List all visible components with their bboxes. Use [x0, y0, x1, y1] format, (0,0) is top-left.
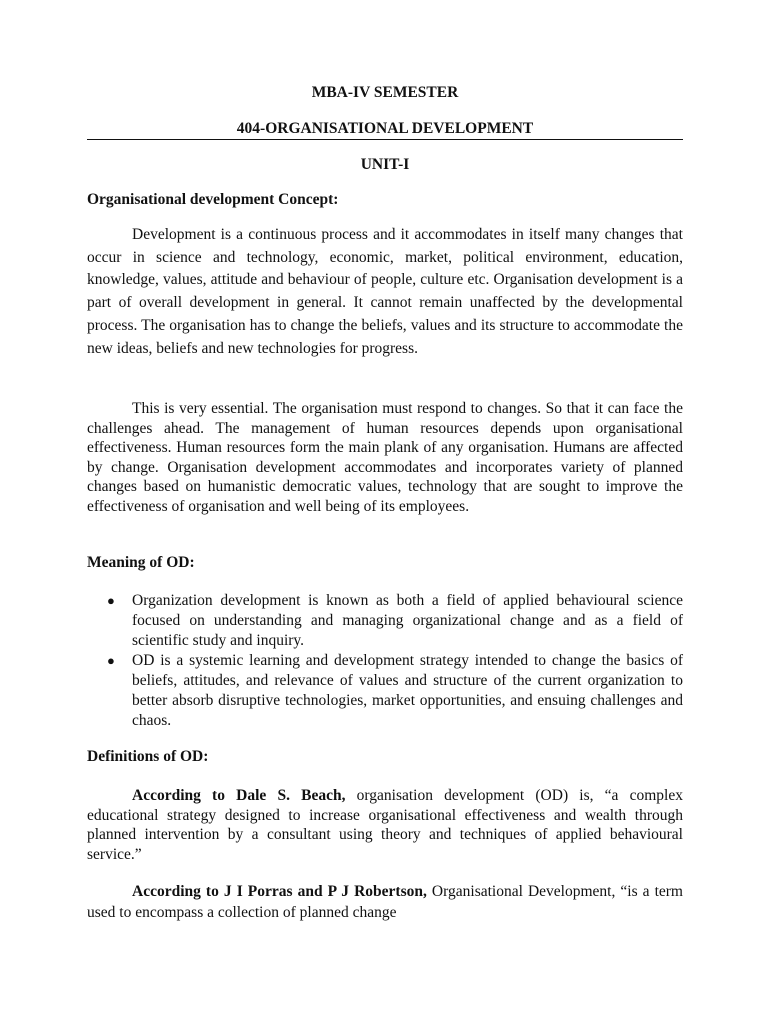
list-item	[87, 591, 683, 651]
bullet-icon: ●	[107, 593, 115, 608]
definition-text-beach: organisation development (OD) is, “a complex educational strategy designed to increase organisational effectiveness and wealth through planned intervention by a consultant using theory and techniques of applied behavioural service.”	[87, 787, 683, 863]
bullet-icon: ●	[107, 653, 115, 668]
concept-paragraph-1: Development is a continuous process and it accommodates in itself many changes that occur in science and technology, economic, market, political environment, education, knowledge, values, attitude and behaviour of people, culture etc. Organisation development is a part of overall development in general. It cannot remain unaffected by the developmental process. The organisation has to change the beliefs, values and its structure to accommodate the new ideas, beliefs and new technologies for progress.	[87, 226, 683, 357]
meaning-bullet-list	[87, 591, 683, 731]
meaning-heading: Meaning of OD:	[87, 554, 195, 571]
definition-beach	[87, 786, 683, 864]
semester-title: MBA-IV SEMESTER	[311, 84, 459, 101]
bullet-text: Organization development is known as both a field of applied behavioural science focused on understanding and managing organizational change and as a field of scientific study and inquiry.	[132, 592, 683, 649]
definition-porras-robertson	[87, 881, 683, 923]
concept-heading: Organisational development Concept:	[87, 191, 339, 208]
definitions-heading: Definitions of OD:	[87, 748, 209, 765]
bullet-text: OD is a systemic learning and development strategy intended to change the basics of beliefs, attitudes, and relevance of values and structure of the current organization to better absorb disruptive technologies, market opportunities, and ensuing challenges and chaos.	[132, 652, 683, 729]
definition-author-porras: According to J I Porras and P J Robertson,	[132, 883, 427, 900]
unit-title: UNIT-I	[360, 156, 410, 173]
definition-text-porras: Organisational Development, “is a term used to encompass a collection of planned change	[87, 883, 683, 921]
course-title: 404-ORGANISATIONAL DEVELOPMENT	[236, 120, 534, 137]
definition-author-beach: According to Dale S. Beach,	[132, 787, 346, 804]
concept-paragraph-2: This is very essential. The organisation must respond to changes. So that it can face the challenges ahead. The management of human resources depends upon organisational effectiveness. Human resources form the main plank of any organisation. Humans are affected by change. Organisation development accommodates and incorporates variety of planned changes based on humanistic democratic values, technology that are sought to improve the effectiveness of organisation and well being of its employees.	[87, 400, 683, 515]
list-item	[87, 651, 683, 731]
title-divider	[87, 139, 683, 140]
